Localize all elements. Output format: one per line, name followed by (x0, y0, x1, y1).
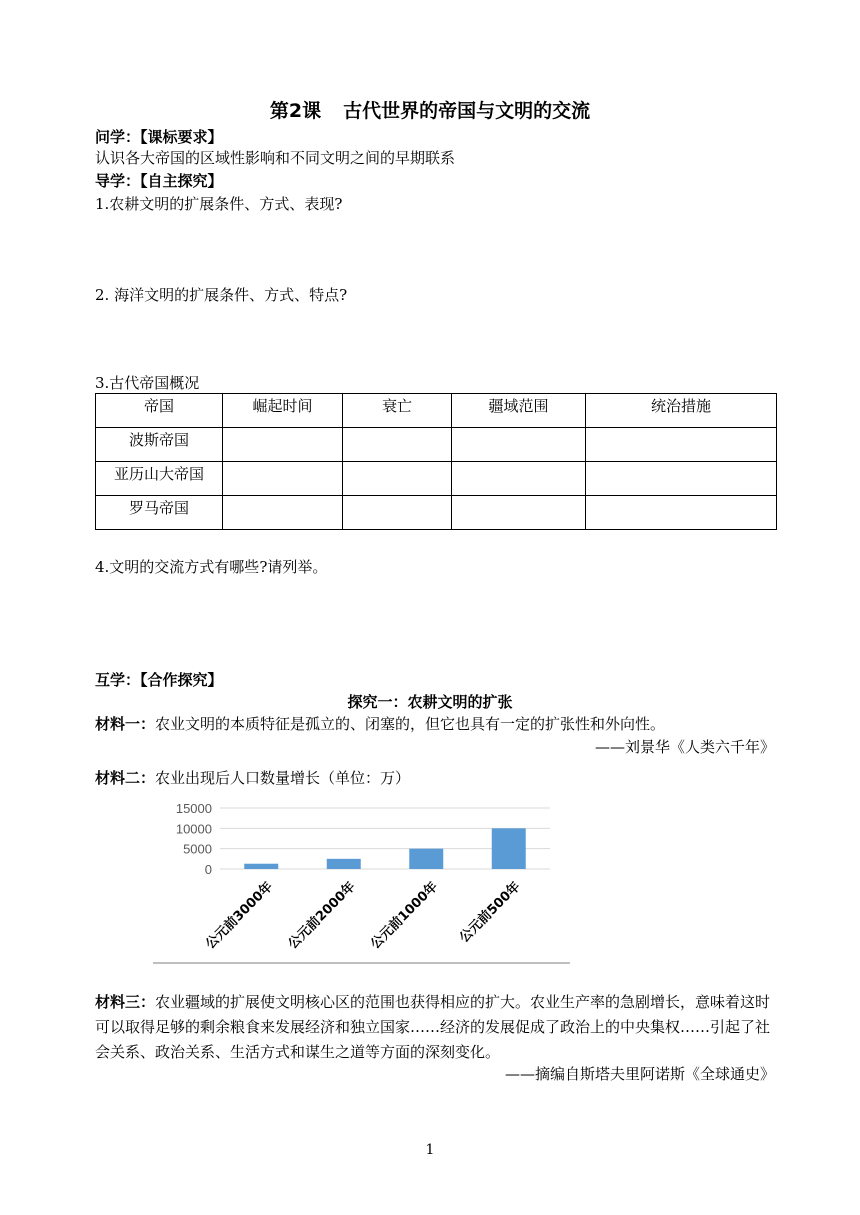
table-row-label: 波斯帝国 (96, 428, 223, 462)
chart-bar (327, 859, 361, 869)
chart-x-tick-label: 公元前2000年 (285, 879, 359, 953)
lesson-number: 第2课 (269, 100, 322, 122)
chart-x-tick-label: 公元前1000年 (368, 879, 442, 953)
section-tag: 【合作探究】 (140, 671, 223, 689)
chart-bar (244, 864, 278, 869)
table-row (96, 428, 777, 462)
question-4: 4.文明的交流方式有哪些?请列举。 (95, 558, 328, 576)
table-cell[interactable] (586, 496, 777, 530)
section-label: 导学： (95, 172, 141, 190)
material-text: 农业文明的本质特征是孤立的、闭塞的，但它也具有一定的扩张性和外向性。 (155, 715, 666, 733)
table-header: 疆域范围 (452, 394, 586, 428)
question-1: 1.农耕文明的扩展条件、方式、表现? (95, 195, 343, 213)
question-2: 2. 海洋文明的扩展条件、方式、特点? (95, 286, 348, 304)
material-3-source: ——摘编自斯塔夫里阿诺斯《全球通史》 (504, 1065, 775, 1083)
material-label: 材料三： (95, 993, 156, 1011)
material-1 (95, 713, 665, 734)
table-cell[interactable] (223, 428, 343, 462)
table-cell[interactable] (343, 428, 452, 462)
chart-y-tick-label: 10000 (175, 821, 212, 837)
table-cell[interactable] (223, 496, 343, 530)
table-row (96, 496, 777, 530)
chart-y-tick-label: 5000 (183, 841, 212, 857)
table-cell[interactable] (343, 462, 452, 496)
table-cell[interactable] (343, 496, 452, 530)
section-tag: 【课标要求】 (140, 128, 223, 146)
chart-x-ticks (202, 879, 523, 953)
section-tag: 【自主探究】 (140, 172, 223, 190)
material-text: 农业疆域的扩展使文明核心区的范围也获得相应的扩大。农业生产率的急剧增长，意味着这时可以取得足够的剩余粮食来发展经济和独立国家……经济的发展促成了政治上的中央集权……引起了社会关系、政治关系、生活方式和谋生之道等方面的深刻变化。 (95, 993, 771, 1061)
table-cell[interactable] (452, 428, 586, 462)
table-row (96, 462, 777, 496)
chart-y-tick-label: 0 (204, 862, 212, 877)
chart-y-ticks (176, 801, 212, 877)
page-title (0, 96, 860, 123)
table-header: 帝国 (96, 394, 223, 428)
inquiry-topic: 探究一：农耕文明的扩张 (347, 693, 513, 711)
section-label: 问学： (95, 128, 141, 146)
material-label: 材料二： (95, 769, 156, 787)
question-3: 3.古代帝国概况 (95, 374, 200, 392)
section-heading-daoxue (95, 170, 223, 191)
chart-x-tick-label: 公元前500年 (457, 879, 524, 946)
material-2 (95, 767, 410, 788)
table-header: 衰亡 (343, 394, 452, 428)
table-cell[interactable] (586, 428, 777, 462)
section-heading-wenxue (95, 126, 223, 147)
table-row-label: 罗马帝国 (96, 496, 223, 530)
table-cell[interactable] (452, 496, 586, 530)
table-cell[interactable] (452, 462, 586, 496)
table-header: 统治措施 (586, 394, 777, 428)
curriculum-requirement: 认识各大帝国的区域性影响和不同文明之间的早期联系 (95, 149, 456, 167)
table-cell[interactable] (586, 462, 777, 496)
material-3 (95, 990, 775, 1065)
empire-table (95, 393, 777, 530)
section-heading-huxue (95, 669, 223, 690)
population-bar-chart (150, 795, 570, 965)
material-label: 材料一： (95, 715, 156, 733)
section-label: 互学： (95, 671, 141, 689)
chart-x-tick-label: 公元前3000年 (203, 879, 277, 953)
lesson-title: 古代世界的帝国与文明的交流 (343, 100, 591, 122)
chart-bar (409, 849, 443, 869)
table-row-label: 亚历山大帝国 (96, 462, 223, 496)
chart-y-tick-label: 15000 (175, 801, 212, 816)
table-header: 崛起时间 (223, 394, 343, 428)
table-header-row (96, 394, 777, 428)
material-text: 农业出现后人口数量增长（单位：万） (155, 769, 411, 787)
table-cell[interactable] (223, 462, 343, 496)
chart-bar (492, 828, 526, 869)
page-number: 1 (425, 1142, 435, 1158)
material-1-source: ——刘景华《人类六千年》 (594, 738, 775, 756)
